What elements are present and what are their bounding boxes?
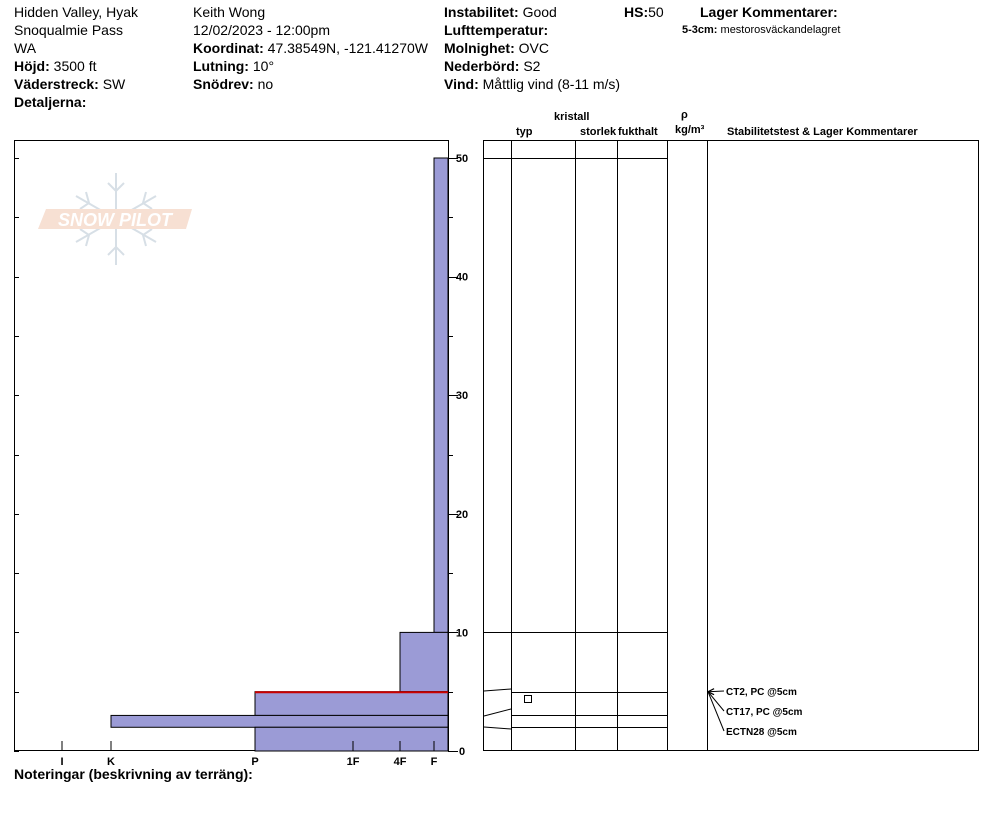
header-stability: Stabilitetstest & Lager Kommentarer: [727, 126, 918, 138]
observer-name: Keith Wong: [193, 4, 266, 20]
elevation-label: Höjd:: [14, 58, 50, 74]
layer-comment-depth: 5-3cm:: [682, 24, 718, 36]
location-line1: Hidden Valley, Hyak: [14, 4, 138, 20]
header-type: typ: [516, 126, 533, 138]
header-rho: ρ: [681, 109, 688, 121]
instability-value: Good: [522, 4, 557, 20]
header-moisture: fukthalt: [618, 126, 658, 138]
table-column-dividers: [512, 140, 708, 751]
depth-tick-label: 50: [455, 153, 469, 165]
slope-label: Lutning:: [193, 58, 249, 74]
hardness-tick-label: K: [107, 756, 115, 768]
cloud-label: Molnighet:: [444, 40, 515, 56]
stability-test-label: CT2, PC @5cm: [726, 687, 797, 698]
elevation-value: 3500 ft: [53, 58, 97, 74]
hardness-tick-label: I: [60, 756, 64, 768]
coordinate-label: Koordinat:: [193, 40, 264, 56]
hs-label: HS:: [624, 4, 649, 20]
airtemp-label: Lufttemperatur:: [444, 22, 549, 38]
hardness-chart-frame: [15, 141, 449, 751]
drift-value: no: [257, 76, 274, 92]
hs-value: 50: [648, 4, 664, 20]
slope-value: 10°: [252, 58, 275, 74]
stability-pointer-line: [708, 691, 724, 692]
depth-tick-label: 20: [455, 508, 469, 521]
depth-axis: [448, 153, 468, 758]
hardness-layer-bar: [255, 727, 448, 751]
details-label: Detaljerna:: [14, 94, 87, 110]
notes-label: Noteringar (beskrivning av terräng):: [14, 766, 253, 782]
header-density-unit: kg/m³: [675, 124, 705, 136]
precip-value: S2: [523, 58, 541, 74]
hardness-tick-label: 4F: [393, 756, 407, 768]
precip-label: Nederbörd:: [444, 58, 520, 74]
depth-tick-label: 40: [455, 271, 469, 284]
stability-pointer-line: [708, 692, 724, 711]
wind-label: Vind:: [444, 76, 479, 92]
stability-test-label: ECTN28 @5cm: [726, 727, 797, 738]
observation-datetime: 12/02/2023 - 12:00pm: [193, 22, 330, 38]
location-line3: WA: [14, 40, 37, 56]
hardness-tick-label: 1F: [346, 756, 360, 768]
header-size: storlek: [580, 126, 617, 138]
stability-test-label: CT17, PC @5cm: [726, 707, 803, 718]
hardness-layer-bar: [111, 715, 448, 727]
layer-connector: [484, 689, 511, 691]
stability-tests: [708, 687, 803, 738]
cloud-value: OVC: [518, 40, 549, 56]
layer-comments-title: Lager Kommentarer:: [700, 4, 838, 20]
svg-text:SNOW PILOT: SNOW PILOT: [58, 210, 172, 230]
layer-connector: [484, 709, 511, 716]
layer-table-frame: [484, 141, 979, 751]
depth-tick-label: 10: [455, 627, 469, 640]
coordinate-value: 47.38549N, -121.41270W: [267, 40, 428, 56]
wind-value: Måttlig vind (8-11 m/s): [482, 76, 621, 92]
stability-pointer-line: [708, 692, 724, 731]
layer-comment-text: mestorosväckandelagret: [720, 24, 841, 36]
depth-tick-label: 30: [455, 390, 469, 403]
hardness-layer-bar: [434, 158, 448, 632]
header-crystal: kristall: [554, 111, 590, 123]
hardness-bars: [111, 158, 448, 751]
depth-tick-label: 0: [458, 746, 466, 758]
hardness-layer-bar: [255, 692, 448, 716]
hardness-layer-bar: [400, 632, 448, 691]
location-line2: Snoqualmie Pass: [14, 22, 123, 38]
hardness-tick-label: P: [251, 756, 259, 768]
snowpilot-logo: [38, 173, 192, 265]
hardness-tick-label: F: [430, 756, 438, 768]
aspect-value: SW: [102, 76, 126, 92]
aspect-label: Väderstreck:: [14, 76, 99, 92]
grain-type-square-icon: [525, 696, 532, 703]
instability-label: Instabilitet:: [444, 4, 519, 20]
layer-connector: [484, 727, 511, 729]
drift-label: Snödrev:: [193, 76, 254, 92]
